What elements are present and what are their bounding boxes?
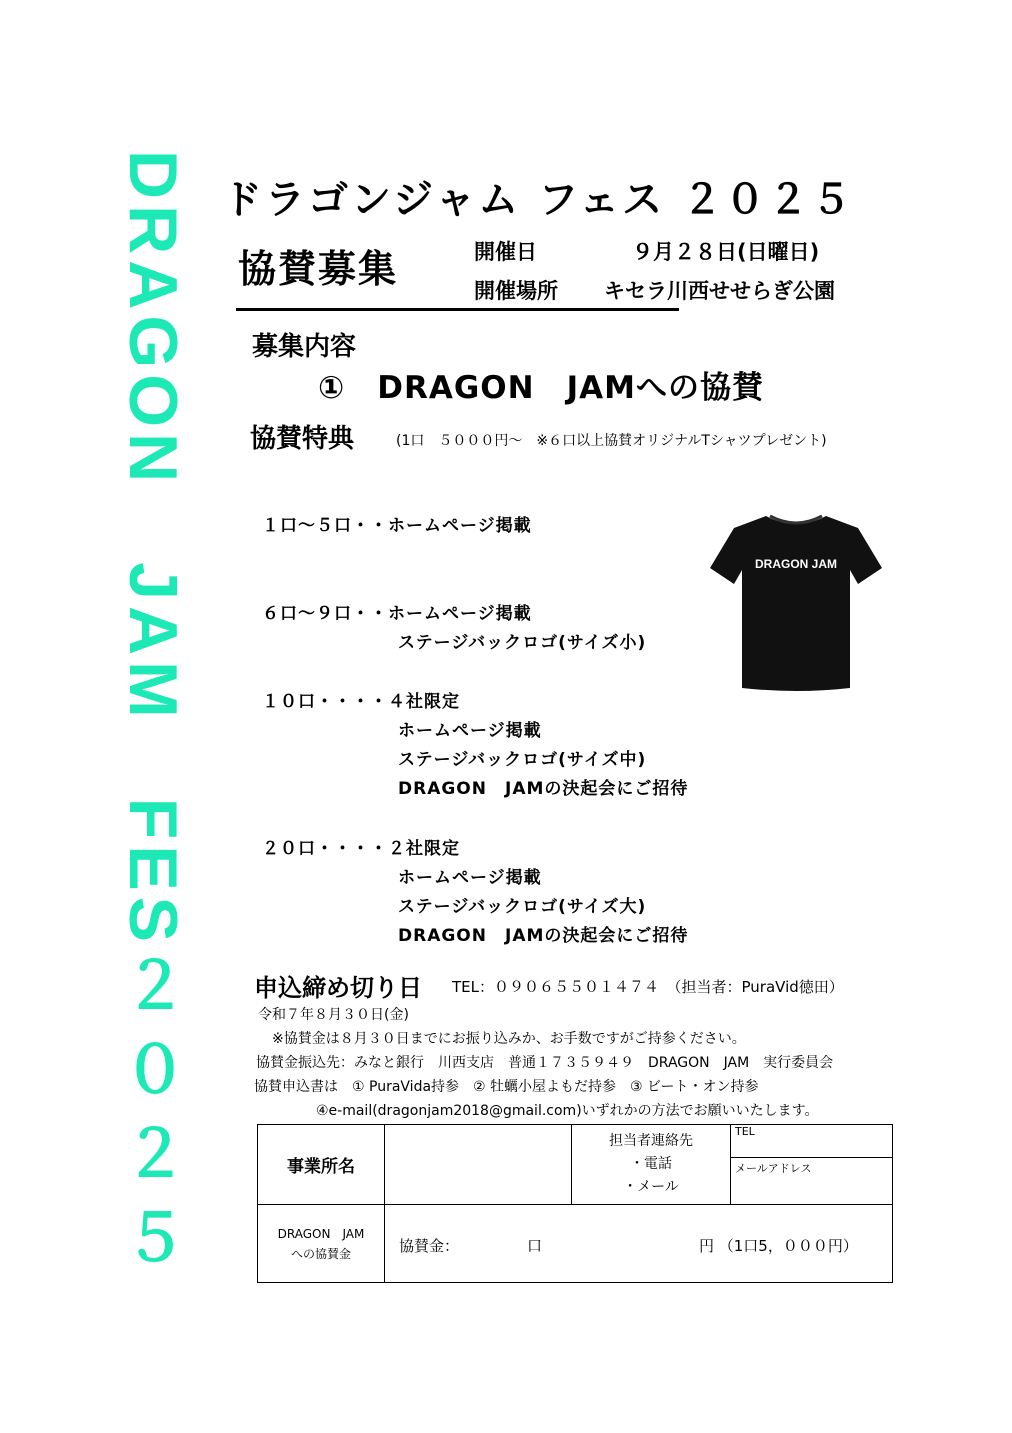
tier-line: DRAGON JAMの決起会にご招待 [398,779,689,799]
date-label: 開催日 [474,240,537,264]
tier-line: １口～５口・・ホームページ掲載 [262,516,532,536]
tier-line: ステージバックロゴ(サイズ中) [398,750,647,770]
apply-email: ④e-mail(dragonjam2018@gmail.com)いずれかの方法でお願いいたします。 [316,1103,819,1119]
tier-line: １０口・・・・４社限定 [262,692,460,712]
tier-3 [262,688,688,804]
recruit-heading: 募集内容 [252,332,357,362]
vertical-event-name: DRAGON JAM FES [115,150,191,949]
year-digit: ５ [123,1202,187,1276]
tier-2 [262,600,646,658]
tier-line: ホームページ掲載 [398,868,542,888]
company-field[interactable] [385,1125,572,1205]
tshirt-icon [708,508,884,694]
year-digit: ２ [123,950,187,1024]
deadline-heading: 申込締め切り日 [254,974,422,1002]
amount-field[interactable] [385,1205,893,1283]
tier-line: ステージバックロゴ(サイズ小) [398,633,647,653]
page-subtitle: 協賛募集 [238,247,399,291]
mail-label: メールアドレス [735,1162,812,1175]
year-digit: ２ [123,1118,187,1192]
venue-value: キセラ川西せせらぎ公園 [604,279,835,303]
tshirt-print: DRAGON JAM [754,557,838,571]
application-form [257,1124,893,1283]
deadline-tel: TEL：０９０６５５０１４７４ （担当者：PuraVid徳田） [452,978,844,996]
tel-field[interactable] [731,1125,892,1158]
tier-line: ６口～９口・・ホームページ掲載 [262,604,532,624]
benefits-note: (1口 ５０００円～ ※６口以上協賛オリジナルTシャツプレゼント) [396,433,827,449]
page-title: ドラゴンジャム フェス ２０２５ [222,177,855,223]
recruit-item: ① DRAGON JAMへの協賛 [318,370,764,406]
contact-label-line: ・電話 [630,1156,672,1172]
tier-1 [262,512,532,541]
benefits-heading: 協賛特典 [250,424,355,454]
header-divider [236,308,679,311]
tier-line: DRAGON JAMの決起会にご招待 [398,926,689,946]
deadline-note: ※協賛金は８月３０日までにお振り込みか、お手数ですがご持参ください。 [272,1031,746,1047]
amount-field-label: 協賛金： [399,1237,460,1255]
year-digit: ０ [123,1034,187,1108]
unit-yen: 円 （1口5，０００円） [699,1237,858,1255]
email-field[interactable] [731,1158,892,1204]
tier-line: ２０口・・・・２社限定 [262,839,460,859]
contact-label [572,1125,731,1205]
company-label: 事業所名 [258,1125,385,1205]
contact-label-line: ・メール [623,1179,679,1195]
contact-fields [731,1125,893,1205]
deadline-date: 令和７年８月３０日(金) [258,1007,409,1023]
contact-label-line: 担当者連絡先 [609,1133,693,1149]
bank-info: 協賛金振込先：みなと銀行 川西支店 普通１７３５９４９ DRAGON JAM 実行委員会 [256,1055,834,1071]
date-value: ９月２８日(日曜日) [632,240,820,264]
amount-label-line: DRAGON JAM [277,1226,365,1241]
amount-label [258,1205,385,1283]
unit-kuchi: 口 [527,1237,543,1255]
tier-line: ホームページ掲載 [398,721,542,741]
vertical-year [120,945,190,1281]
venue-label: 開催場所 [474,279,558,303]
tier-4 [262,835,688,951]
amount-label-line: への協賛金 [290,1246,351,1261]
apply-methods: 協賛申込書は ① PuraVida持参 ② 牡蠣小屋よもだ持参 ③ ビート・オン持参 [254,1079,759,1095]
tier-line: ステージバックロゴ(サイズ大) [398,897,647,917]
tel-label: TEL [735,1125,755,1138]
